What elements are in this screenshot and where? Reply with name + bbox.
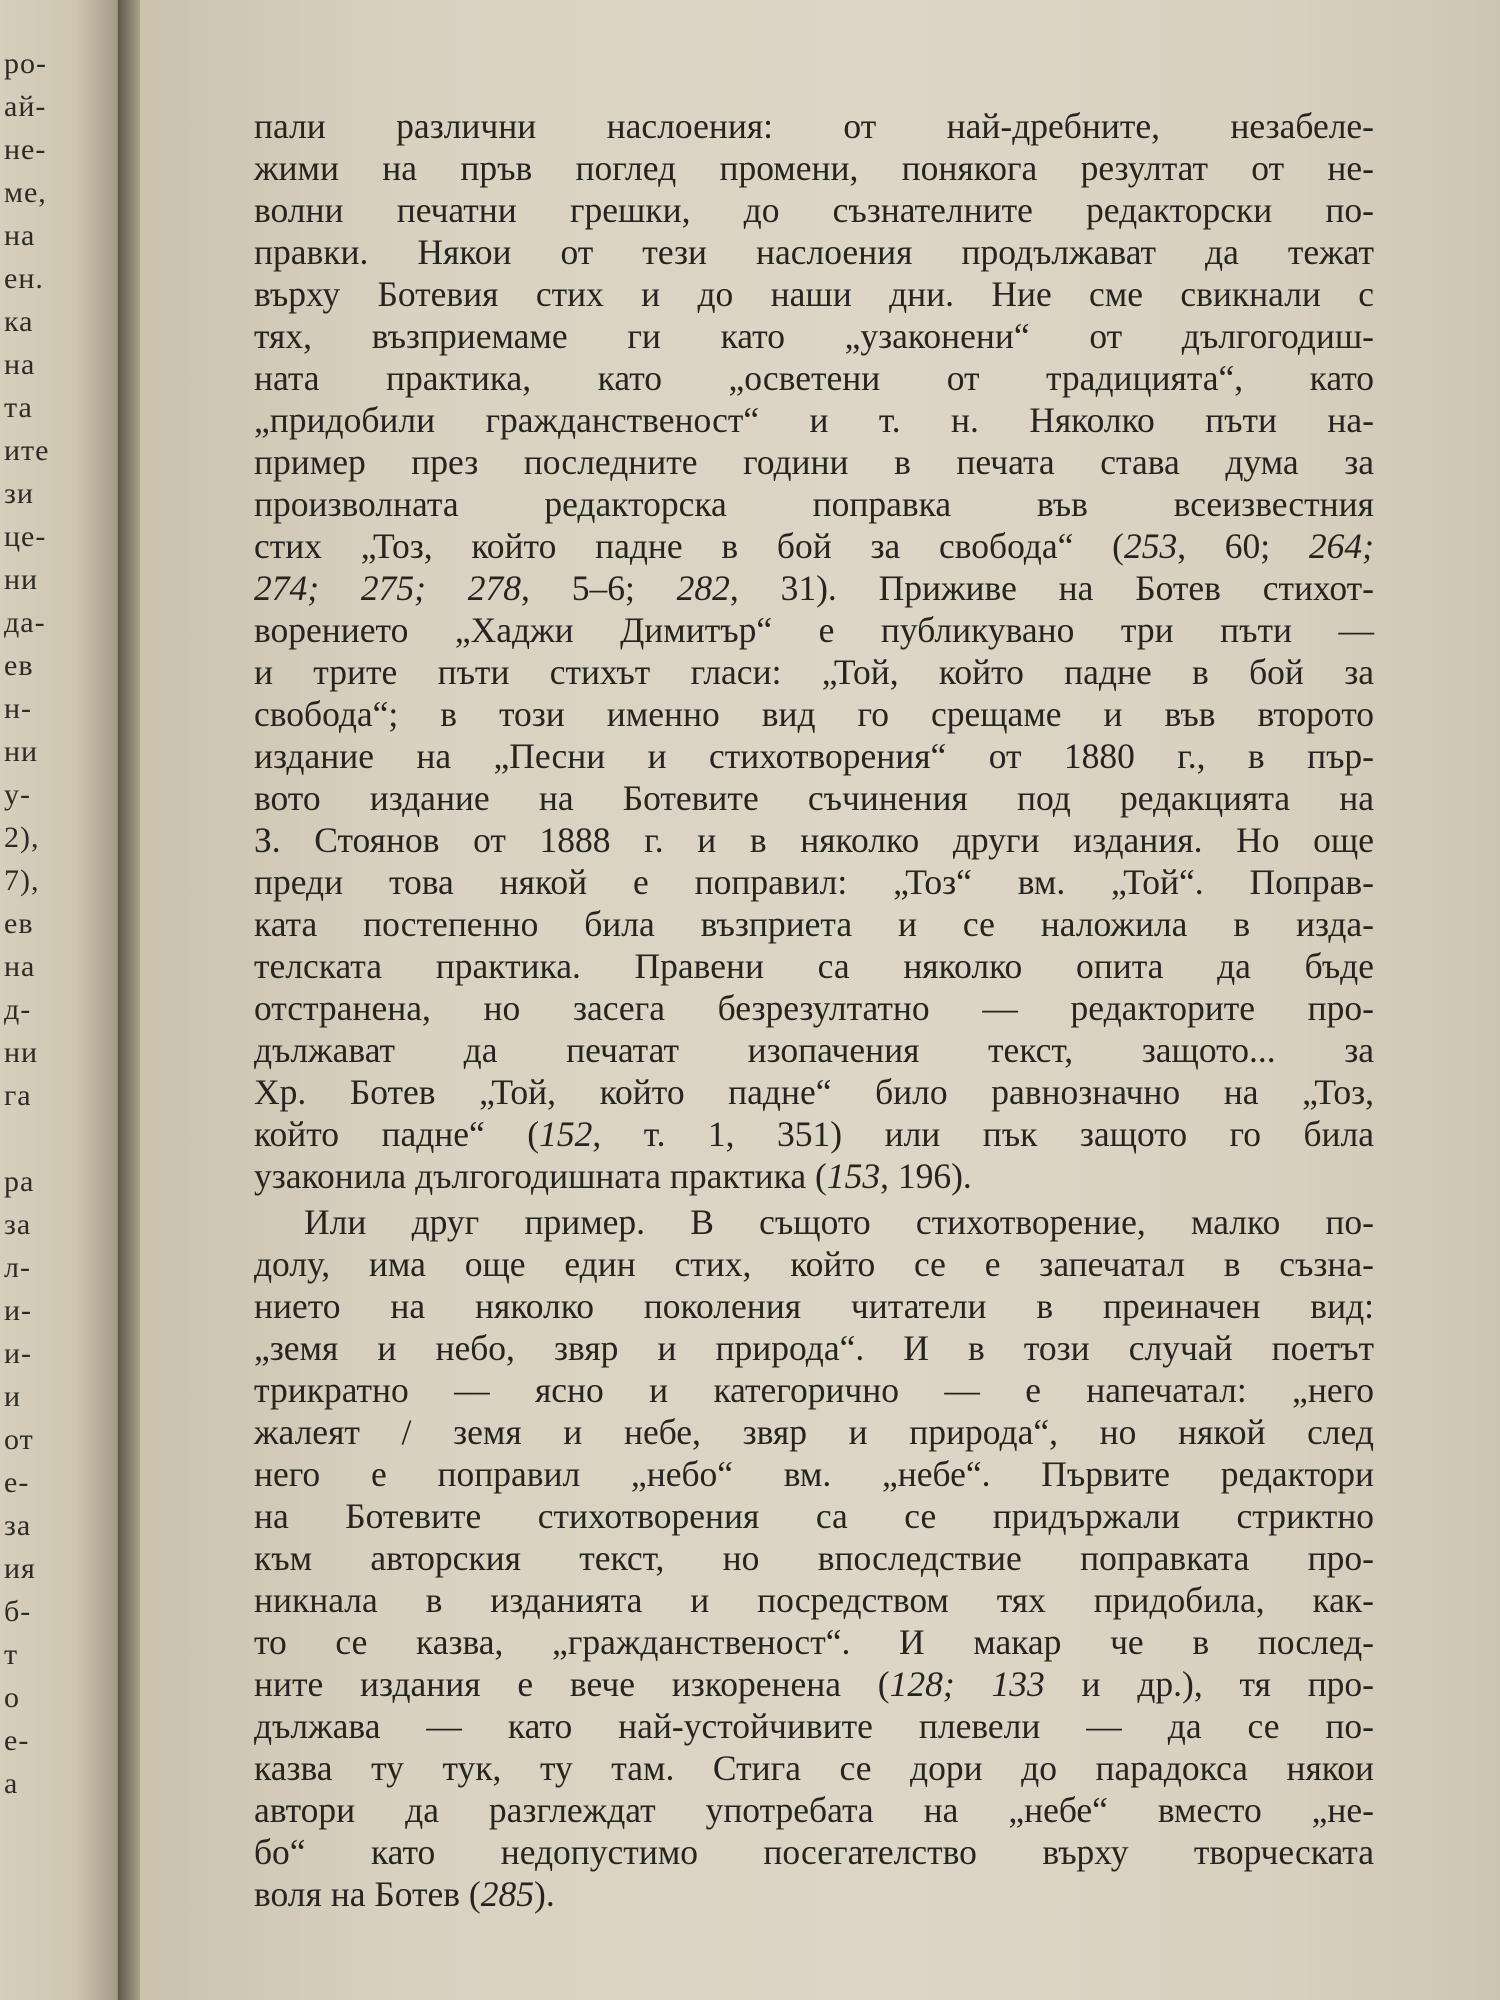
left-page-fragment: це-	[4, 520, 47, 553]
text-segment: , 196).	[880, 1156, 972, 1196]
left-page-edge	[0, 0, 125, 2000]
text-line: трикратно — ясно и категорично — е напечатал: „него	[254, 1370, 1374, 1410]
left-page-fragment: и-	[4, 1294, 33, 1327]
text-line: него е поправил „небо“ вм. „небе“. Първите редактори	[254, 1454, 1374, 1494]
text-line: долу, има още един стих, който се е запечатал в съзна-	[254, 1244, 1374, 1284]
text-line: бо“ като недопустимо посегателство върху творческата	[254, 1832, 1374, 1872]
left-page-fragment: ев	[4, 649, 34, 682]
left-page-fragment: не-	[4, 133, 47, 166]
left-page-fragment: ев	[4, 907, 34, 940]
text-segment: и др.), тя про-	[1044, 1664, 1375, 1704]
left-page-fragment: на	[4, 348, 36, 381]
left-page-fragment: ни	[4, 1036, 39, 1069]
text-line: върху Ботевия стих и до наши дни. Ние сме свикнали с	[254, 274, 1374, 314]
text-line-with-citations	[254, 1663, 1374, 1705]
text-line: дължава — като най-устойчивите плевели — да се по-	[254, 1706, 1374, 1746]
text-segment: ).	[534, 1874, 555, 1914]
left-page-fragment: за	[4, 1509, 32, 1542]
paragraph-2	[254, 1201, 1374, 1915]
left-page-fragment: 2),	[4, 821, 40, 854]
right-page	[140, 0, 1500, 2000]
left-page-fragment	[4, 1117, 64, 1160]
text-segment: воля на Ботев (	[254, 1874, 481, 1914]
citation-ref: 285	[480, 1874, 534, 1914]
text-line: ката постепенно била възприета и се наложила в изда-	[254, 904, 1374, 944]
left-page-fragment: да-	[4, 606, 46, 639]
text-line: ворението „Хаджи Димитър“ е публикувано три пъти —	[254, 610, 1374, 650]
left-page-fragment: н-	[4, 692, 33, 725]
text-line: жалеят / земя и небе, звяр и природа“, но някой след	[254, 1412, 1374, 1452]
left-page-fragment: ни	[4, 563, 39, 596]
page-body-text	[254, 105, 1374, 1915]
left-page-fragment: у-	[4, 778, 31, 811]
text-line: „придобили гражданственост“ и т. н. Няколко пъти на-	[254, 400, 1374, 440]
text-line: волни печатни грешки, до съзнателните редакторски по-	[254, 190, 1374, 230]
text-line: дължават да печатат изопачения текст, защото... за	[254, 1030, 1374, 1070]
text-line: ната практика, като „осветени от традицията“, като	[254, 358, 1374, 398]
left-page-fragment: от	[4, 1423, 34, 1456]
paragraph-1	[254, 105, 1374, 1197]
text-segment: , т. 1, 351) или пък защото го била	[592, 1114, 1374, 1154]
left-page-fragment: е-	[4, 1466, 30, 1499]
left-page-fragment: ра	[4, 1165, 35, 1198]
text-line: към авторския текст, но впоследствие поправката про-	[254, 1538, 1374, 1578]
text-line: Хр. Ботев „Той, който падне“ било равнозначно на „Тоз,	[254, 1072, 1374, 1112]
text-segment: ните издания е вече изкоренена (	[254, 1664, 890, 1704]
text-line: З. Стоянов от 1888 г. и в няколко други издания. Но още	[254, 820, 1374, 860]
citation-ref: 253	[1123, 526, 1178, 566]
text-line: Или друг пример. В същото стихотворение, малко по-	[304, 1202, 1374, 1242]
left-page-fragment: д-	[4, 993, 32, 1026]
citation-ref: 282	[676, 568, 730, 608]
text-segment: който падне“ (	[254, 1114, 540, 1154]
text-line: жими на пръв поглед промени, понякога резултат от не-	[254, 148, 1374, 188]
text-line: нието на няколко поколения читатели в преиначен вид:	[254, 1286, 1374, 1326]
left-page-fragment: о	[4, 1681, 20, 1714]
left-page-fragment: ка	[4, 305, 34, 338]
text-line: и трите пъти стихът гласи: „Той, който падне в бой за	[254, 652, 1374, 692]
left-page-fragment: на	[4, 950, 36, 983]
text-line: никнала в изданията и посредством тях придобила, как-	[254, 1580, 1374, 1620]
text-line: отстранена, но засега безрезултатно — редакторите про-	[254, 988, 1374, 1028]
text-segment: , 31). Приживе на Ботев стихот-	[729, 568, 1374, 608]
text-line: то се казва, „гражданственост“. И макар че в послед-	[254, 1622, 1374, 1662]
text-line: автори да разглеждат употребата на „небе“ вместо „не-	[254, 1790, 1374, 1830]
text-line: вото издание на Ботевите съчинения под редакцията на	[254, 778, 1374, 818]
citation-ref: 153	[826, 1156, 881, 1196]
text-line: телската практика. Правени са няколко опита да бъде	[254, 946, 1374, 986]
left-page-fragment: на	[4, 219, 36, 252]
text-line: на Ботевите стихотворения са се придържали стриктно	[254, 1496, 1374, 1536]
text-line-with-citations	[254, 1155, 1374, 1197]
left-page-fragment: ай-	[4, 90, 47, 123]
text-line: пали различни наслоения: от най-дребните, незабеле-	[254, 106, 1374, 146]
left-page-fragment: ен.	[4, 262, 44, 295]
citation-ref: 128; 133	[889, 1664, 1045, 1704]
text-segment: , 60;	[1177, 526, 1309, 566]
citation-ref: 152	[539, 1114, 593, 1154]
text-line-with-citations	[254, 1873, 1374, 1915]
text-line: свобода“; в този именно вид го срещаме и във второто	[254, 694, 1374, 734]
left-page-fragment: та	[4, 391, 33, 424]
left-page-fragment: а	[4, 1767, 19, 1800]
left-page-fragment: ни	[4, 735, 39, 768]
left-page-fragment: за	[4, 1208, 32, 1241]
left-page-fragment: и	[4, 1380, 22, 1413]
citation-ref: 264;	[1308, 526, 1374, 566]
text-line-with-citations	[254, 1113, 1374, 1155]
left-page-text-fragments	[4, 42, 64, 1805]
text-line: правки. Някои от тези наслоения продължават да тежат	[254, 232, 1374, 272]
left-page-fragment: ро-	[4, 47, 47, 80]
left-page-fragment: б-	[4, 1595, 32, 1628]
text-line-with-citations	[254, 525, 1374, 567]
left-page-fragment: ия	[4, 1552, 36, 1585]
left-page-fragment: га	[4, 1079, 32, 1112]
text-line: издание на „Песни и стихотворения“ от 1880 г., в пър-	[254, 736, 1374, 776]
text-line: произволната редакторска поправка във всеизвестния	[254, 484, 1374, 524]
left-page-fragment: ме,	[4, 176, 47, 209]
text-line: тях, възприемаме ги като „узаконени“ от дългогодиш-	[254, 316, 1374, 356]
left-page-fragment: зи	[4, 477, 34, 510]
citation-ref: 274; 275; 278	[254, 568, 522, 608]
text-segment: стих „Тоз, който падне в бой за свобода“ (	[254, 526, 1124, 566]
text-line: преди това някой е поправил: „Тоз“ вм. „Той“. Поправ-	[254, 862, 1374, 902]
left-page-fragment: л-	[4, 1251, 31, 1284]
left-page-fragment: е-	[4, 1724, 30, 1757]
text-segment: , 5–6;	[521, 568, 677, 608]
text-segment: узаконила дългогодишната практика (	[254, 1156, 827, 1196]
left-page-fragment: и-	[4, 1337, 33, 1370]
left-page-fragment: 7),	[4, 864, 40, 897]
text-line-with-citations	[254, 567, 1374, 609]
text-line: „земя и небо, звяр и природа“. И в този случай поетът	[254, 1328, 1374, 1368]
left-page-fragment: т	[4, 1638, 19, 1671]
text-line: казва ту тук, ту там. Стига се дори до парадокса някои	[254, 1748, 1374, 1788]
left-page-fragment: ите	[4, 434, 50, 467]
text-line: пример през последните години в печата става дума за	[254, 442, 1374, 482]
